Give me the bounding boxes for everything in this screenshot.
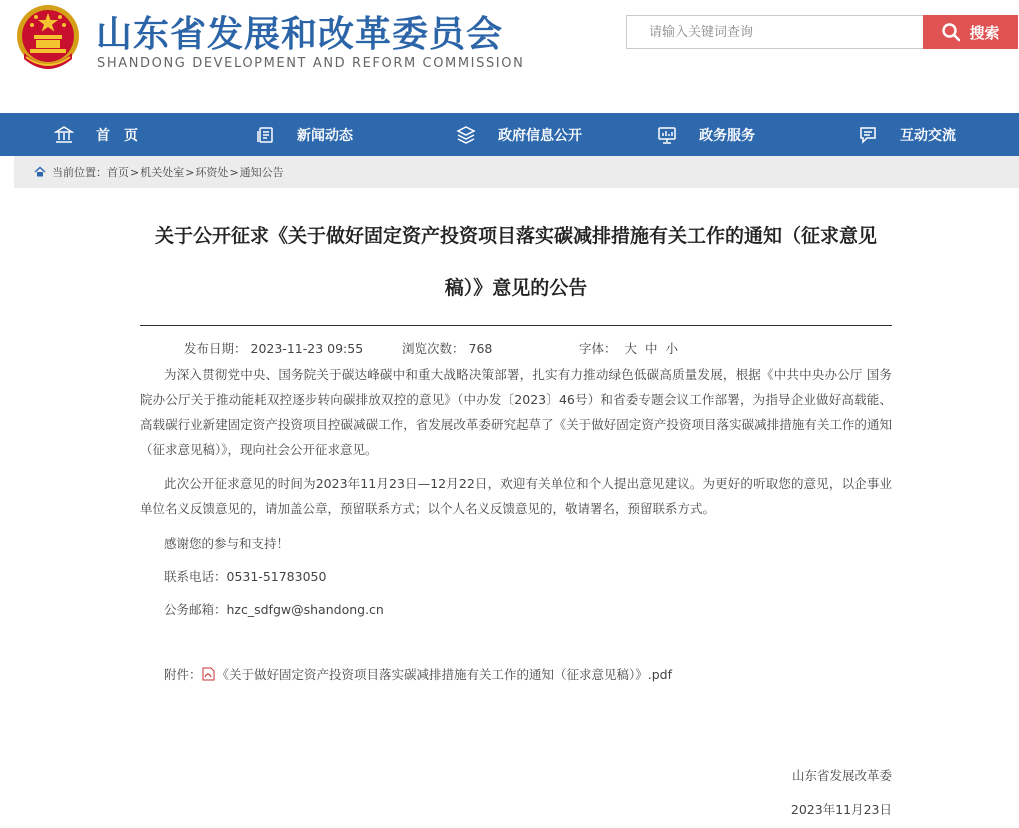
publish-date: 2023-11-23 09:55 [250,341,364,356]
article-title: 关于公开征求《关于做好固定资产投资项目落实碳减排措施有关工作的通知（征求意见稿）》意见的公告 [154,225,877,299]
attachment-link[interactable]: 《关于做好固定资产投资项目落实碳减排措施有关工作的通知（征求意见稿）》.pdf [216,667,673,682]
search-button[interactable] [923,15,1018,49]
title-divider [140,325,892,326]
views-count: 768 [468,341,493,356]
article-paragraph-2: 此次公开征求意见的时间为2023年11月23日—12月22日，欢迎有关单位和个人提出意见建议。为更好的听取您的意见，以企事业单位名义反馈意见的，请加盖公章，预留联系方式；以个人名义反馈意见的，敬请署名，预留联系方式。 [140,476,892,516]
breadcrumb-env-dept[interactable]: 环资处 [195,166,229,179]
search-input[interactable] [627,16,923,48]
breadcrumb-home[interactable]: 首页 [107,166,129,179]
attachment-label: 附件： [164,667,202,682]
search-icon [941,22,961,42]
signature: 山东省发展改革委 [791,768,892,783]
breadcrumb [14,156,1019,188]
article-meta [184,339,678,357]
font-size-medium[interactable]: 中 [645,341,658,356]
views-group [402,339,579,357]
breadcrumb-separator: > [185,165,195,179]
nav-item-services[interactable] [657,113,755,156]
chat-icon [858,125,878,145]
contact-phone: 联系电话：0531-51783050 [164,569,327,584]
nav-label-services: 政务服务 [699,127,755,144]
publish-date-label: 发布日期： [184,341,247,356]
nav-item-gov-info[interactable] [456,113,582,156]
font-size-group [579,339,678,357]
site-header [0,0,1019,113]
thanks-text: 感谢您的参与和支持！ [164,536,290,551]
breadcrumb-notices[interactable]: 通知公告 [239,166,284,179]
breadcrumb-separator: > [130,165,140,179]
attachment [164,665,672,683]
font-size-label: 字体： [579,341,617,356]
article-paragraph-1: 为深入贯彻党中央、国务院关于碳达峰碳中和重大战略决策部署，扎实有力推动绿色低碳高质量发展，根据《中共中央办公厅 国务院办公厅关于推动能耗双控逐步转向碳排放双控的意见》（中办发〔2023〕46号）和省委专题会议工作部署，为指导企业做好高载能、高载碳行业新建固定资产投资项目控碳减碳工作，省发展改革委研究起草了《关于做好固定资产投资项目落实碳减排措施有关工作的通知（征求意见稿）》，现向社会公开征求意见。 [140,367,892,457]
site-title: 山东省发展和改革委员会 [96,14,504,55]
nav-item-interaction[interactable] [858,113,956,156]
nav-label-interaction: 互动交流 [900,127,956,144]
sign-date: 2023年11月23日 [790,802,892,817]
nav-item-news[interactable] [255,113,353,156]
nav-label-gov-info: 政府信息公开 [498,127,582,144]
main-nav [0,113,1019,156]
nav-label-news: 新闻动态 [297,127,353,144]
pdf-file-icon [202,667,215,681]
publish-date-group [184,339,402,357]
font-size-small[interactable]: 小 [665,341,679,356]
font-size-large[interactable]: 大 [624,341,638,356]
building-icon [54,125,74,145]
breadcrumb-departments[interactable]: 机关处室 [140,166,185,179]
breadcrumb-prefix: 当前位置： [52,166,107,179]
breadcrumb-separator: > [229,165,239,179]
national-emblem-icon [14,3,82,73]
home-icon [34,166,46,178]
monitor-icon [657,125,677,145]
nav-label-home: 首 页 [96,127,138,144]
nav-item-home[interactable] [54,113,138,156]
search-button-label: 搜索 [969,23,1000,42]
contact-email: 公务邮箱：hzc_sdfgw@shandong.cn [164,602,384,617]
layers-icon [456,125,476,145]
document-icon [255,125,275,145]
site-subtitle: SHANDONG DEVELOPMENT AND REFORM COMMISSION [97,56,525,71]
views-label: 浏览次数： [402,341,465,356]
search-box [626,15,923,49]
